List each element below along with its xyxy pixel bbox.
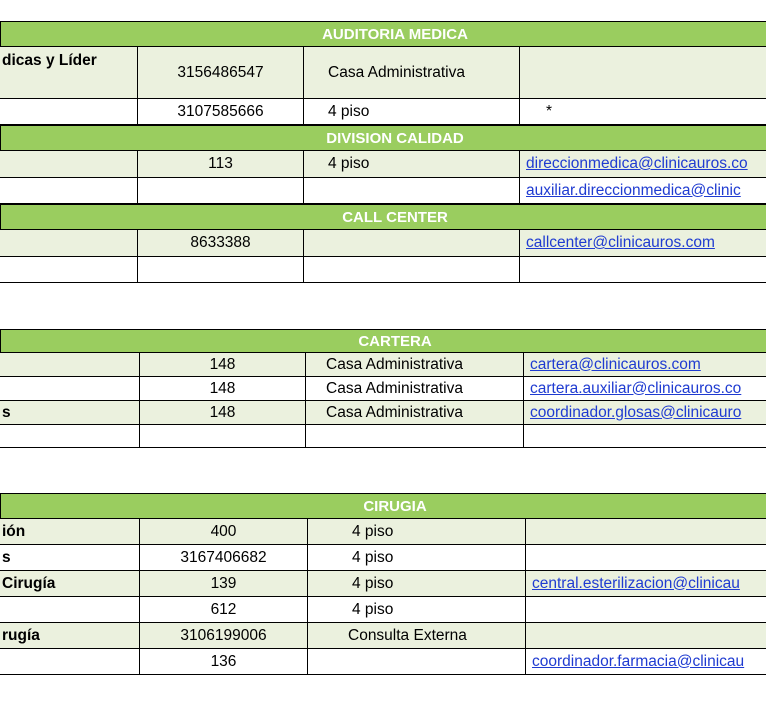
email-link[interactable]: cartera@clinicauros.com <box>530 355 701 373</box>
name-cell <box>0 353 140 377</box>
location-cell: 4 piso <box>304 99 520 125</box>
phone-cell: 8633388 <box>138 230 304 257</box>
location-cell <box>306 425 524 448</box>
location-cell: 4 piso <box>308 597 526 623</box>
table-row <box>0 649 766 675</box>
table-row <box>0 597 766 623</box>
phone-cell: 3107585666 <box>138 99 304 125</box>
location-cell <box>304 178 520 204</box>
name-cell <box>0 425 140 448</box>
table-row <box>0 151 766 178</box>
email-link[interactable]: direccionmedica@clinicauros.co <box>526 155 748 172</box>
email-cell[interactable] <box>526 571 766 597</box>
email-link[interactable]: central.esterilizacion@clinicau <box>532 574 740 592</box>
name-cell <box>0 377 140 401</box>
table-row <box>0 47 766 99</box>
email-cell[interactable] <box>520 230 766 257</box>
email-cell: * <box>520 99 766 125</box>
location-cell: 4 piso <box>308 545 526 571</box>
email-cell[interactable] <box>526 649 766 675</box>
phone-cell: 400 <box>140 519 308 545</box>
phone-cell: 113 <box>138 151 304 178</box>
table-row <box>0 353 766 377</box>
email-link[interactable]: callcenter@clinicauros.com <box>526 234 715 251</box>
name-cell: dicas y Líder <box>0 47 138 99</box>
name-cell: s <box>0 401 140 425</box>
name-cell: s <box>0 545 140 571</box>
section-header-call-center: CALL CENTER <box>0 204 766 230</box>
name-cell <box>0 99 138 125</box>
name-cell: rugía <box>0 623 140 649</box>
location-cell <box>304 257 520 283</box>
table-row <box>0 178 766 204</box>
table-row <box>0 99 766 125</box>
location-cell: Casa Administrativa <box>306 353 524 377</box>
table-row <box>0 377 766 401</box>
location-cell <box>308 649 526 675</box>
section-header-division-calidad: DIVISION CALIDAD <box>0 125 766 151</box>
table-row <box>0 425 766 448</box>
email-cell <box>520 257 766 283</box>
table-row <box>0 571 766 597</box>
location-cell: Consulta Externa <box>308 623 526 649</box>
name-cell <box>0 257 138 283</box>
phone-cell: 148 <box>140 401 306 425</box>
phone-cell: 148 <box>140 353 306 377</box>
section-header-auditoria-medica: AUDITORIA MEDICA <box>0 21 766 47</box>
location-cell: 4 piso <box>304 151 520 178</box>
name-cell <box>0 151 138 178</box>
email-cell <box>524 425 766 448</box>
location-cell <box>304 230 520 257</box>
phone-cell: 612 <box>140 597 308 623</box>
email-cell[interactable] <box>524 377 766 401</box>
phone-cell <box>138 257 304 283</box>
name-cell: Cirugía <box>0 571 140 597</box>
location-cell: 4 piso <box>308 519 526 545</box>
email-link[interactable]: coordinador.glosas@clinicauro <box>530 403 742 421</box>
table-row <box>0 401 766 425</box>
phone-cell: 148 <box>140 377 306 401</box>
email-cell[interactable] <box>524 353 766 377</box>
phone-cell: 3167406682 <box>140 545 308 571</box>
email-cell <box>526 597 766 623</box>
table-row <box>0 623 766 649</box>
name-cell <box>0 597 140 623</box>
name-cell: ión <box>0 519 140 545</box>
location-cell: Casa Administrativa <box>304 47 520 99</box>
email-cell <box>520 47 766 99</box>
phone-cell: 3156486547 <box>138 47 304 99</box>
email-cell[interactable] <box>524 401 766 425</box>
location-cell: 4 piso <box>308 571 526 597</box>
location-cell: Casa Administrativa <box>306 377 524 401</box>
table-row <box>0 545 766 571</box>
email-cell <box>526 545 766 571</box>
phone-cell: 136 <box>140 649 308 675</box>
name-cell <box>0 178 138 204</box>
table-row <box>0 257 766 283</box>
email-cell <box>526 623 766 649</box>
email-link[interactable]: auxiliar.direccionmedica@clinic <box>526 181 741 199</box>
phone-cell: 139 <box>140 571 308 597</box>
email-cell <box>526 519 766 545</box>
location-cell: Casa Administrativa <box>306 401 524 425</box>
name-cell <box>0 649 140 675</box>
table-row <box>0 230 766 257</box>
email-link[interactable]: cartera.auxiliar@clinicauros.co <box>530 379 742 397</box>
section-header-cirugia: CIRUGIA <box>0 493 766 519</box>
phone-cell: 3106199006 <box>140 623 308 649</box>
phone-cell <box>138 178 304 204</box>
name-cell <box>0 230 138 257</box>
section-header-cartera: CARTERA <box>0 329 766 353</box>
table-row <box>0 519 766 545</box>
email-link[interactable]: coordinador.farmacia@clinicau <box>532 652 745 670</box>
phone-cell <box>140 425 306 448</box>
email-cell[interactable] <box>520 151 766 178</box>
email-cell[interactable] <box>520 178 766 204</box>
